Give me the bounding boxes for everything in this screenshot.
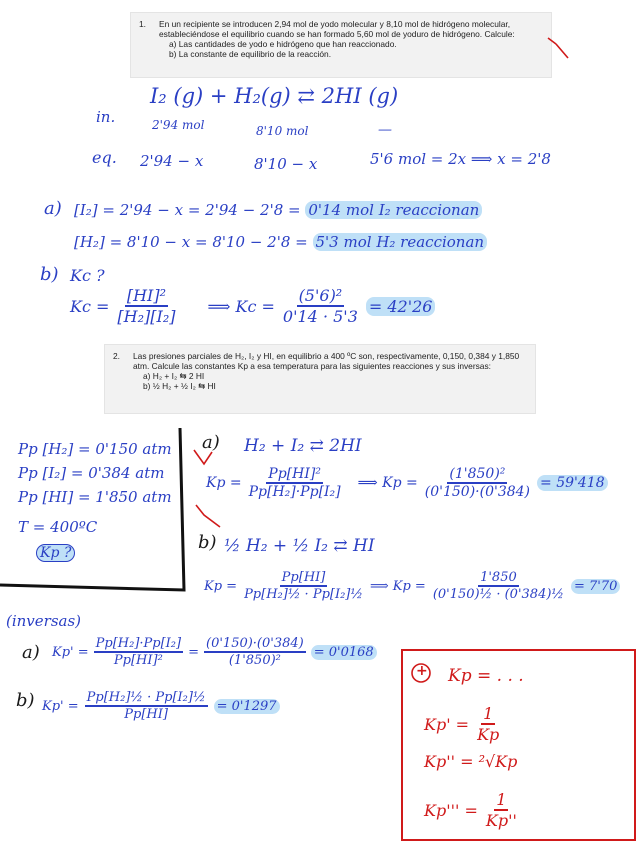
part-a-hydrogen-line [74, 233, 487, 251]
rule-kp-triple-prime-denominator: Kp'' [485, 811, 517, 830]
kp-a-numerator-value: (1'850)² [449, 466, 506, 482]
kp-b-numerator: Pp[HI] [281, 570, 326, 585]
kp-a-formula [206, 466, 608, 500]
row-initial-label: in. [96, 108, 116, 126]
kc-denominator-value: 0'14 · 5'3 [282, 307, 358, 326]
rule-kp-triple-prime-numerator: 1 [496, 790, 507, 809]
kp-b-arrow: ⟹ Kp = [369, 578, 426, 594]
kp-b-lhs: Kp = [204, 578, 238, 594]
inverse-b-fraction [85, 690, 208, 722]
inverse-a-denominator-value: (1'850)² [228, 653, 281, 668]
rule-kp-prime-numerator: 1 [483, 704, 494, 723]
rule-kp-triple-prime-lhs: Kp''' = [424, 800, 478, 820]
rule-kp-prime [424, 704, 501, 744]
problem-2-part-a: a) H₂ + I₂ ⇆ 2 HI [143, 371, 205, 381]
kp-b-denominator-value: (0'150)½ · (0'384)½ [432, 587, 565, 602]
rule-kp-triple-prime [424, 790, 519, 830]
equilibrium-i2: 2'94 − x [140, 152, 204, 170]
problem-2-number: 2. [113, 351, 120, 361]
inverse-a-fraction [94, 636, 183, 668]
kp-a-fraction [247, 466, 343, 500]
kc-numerator: [HI]² [126, 286, 167, 305]
inverse-b-lhs: Kp' = [42, 698, 79, 714]
kp-a-denominator: Pp[H₂]·Pp[I₂] [248, 484, 341, 500]
row-equilibrium-label: eq. [92, 148, 117, 167]
kp-a-numerator: Pp[HI]² [268, 466, 321, 482]
kc-denominator: [H₂][I₂] [117, 307, 176, 326]
rule-kp-prime-fraction [475, 704, 501, 744]
kp-a-fraction-values [423, 466, 532, 500]
kp-b-result: = 7'70 [571, 579, 620, 594]
part-b-label-2: b) [198, 532, 217, 553]
part-a-iodine-calc: [I₂] = 2'94 − x = 2'94 − 2'8 = [74, 201, 301, 219]
part-a-label-1: a) [44, 198, 62, 219]
inverse-b-numerator: Pp[H₂]½ · Pp[I₂]½ [86, 690, 206, 705]
problem-2-text: Las presiones parciales de H₂, I₂ y HI, en equilibrio a 400 ºC son, respectivamente, 0,150, 0,384 y 1,850 atm. Calcule las constantes Kp a esa temperatura para las siguientes reacciones y sus inversas: [133, 351, 520, 371]
problem-1-text: En un recipiente se introducen 2,94 mol de yodo molecular y 8,10 mol de hidrógeno molecular, estableciéndose el equilibrio cuando se han formado 5,60 mol de yoduro de hidrógeno. Calcule: [159, 19, 515, 39]
part-a-hydrogen-calc: [H₂] = 8'10 − x = 8'10 − 2'8 = [74, 233, 308, 251]
kp-b-fraction [242, 570, 365, 602]
kc-fraction [115, 286, 177, 326]
kp-a-result: = 59'418 [537, 475, 608, 491]
red-tick-1 [548, 38, 568, 58]
part-b-label-1: b) [40, 264, 59, 285]
problem-1-part-b: b) La constante de equilibrio de la reacción. [169, 49, 332, 59]
inverse-a-label: a) [22, 642, 40, 663]
inverse-a-fraction-values [204, 636, 306, 668]
part-b-question: Kc ? [70, 266, 105, 285]
kp-a-denominator-value: (0'150)·(0'384) [424, 484, 531, 500]
initial-i2: 2'94 mol [152, 118, 205, 132]
rules-plus-sign: + [416, 663, 428, 679]
problem-1-number: 1. [139, 19, 146, 29]
kc-formula [70, 286, 435, 326]
equilibrium-hi: 5'6 mol = 2x ⟹ x = 2'8 [370, 150, 551, 168]
initial-h2: 8'10 mol [256, 124, 309, 138]
inverse-a-equals: = [188, 644, 199, 660]
inverse-a-lhs: Kp' = [52, 644, 89, 660]
red-tick-3 [196, 505, 220, 527]
inverse-b-label: b) [16, 690, 35, 711]
equilibrium-h2: 8'10 − x [254, 155, 318, 173]
problem-2-part-b: b) ½ H₂ + ½ I₂ ⇆ HI [143, 381, 216, 391]
rule-kp-double-prime: Kp'' = ²√Kp [424, 752, 518, 771]
inverse-b-denominator: Pp[HI] [124, 707, 168, 722]
part-a-hydrogen-result: 5'3 mol H₂ reaccionan [313, 233, 488, 251]
kc-fraction-values [281, 286, 360, 326]
part-a-iodine-line [74, 201, 482, 219]
kc-numerator-value: (5'6)² [298, 286, 343, 305]
data-pp-hi: Pp [HI] = 1'850 atm [18, 488, 172, 506]
kp-a-lhs: Kp = [206, 475, 242, 491]
reaction-a: H₂ + I₂ ⇄ 2HI [244, 436, 362, 456]
inversas-heading: (inversas) [6, 612, 82, 630]
problem-1-part-a: a) Las cantidades de yodo e hidrógeno que han reaccionado. [169, 39, 397, 49]
kp-b-numerator-value: 1'850 [480, 570, 517, 585]
inverse-b-formula [42, 690, 280, 722]
inverse-a-denominator: Pp[HI]² [113, 653, 163, 668]
inverse-b-result: = 0'1297 [214, 699, 280, 714]
inverse-a-numerator-value: (0'150)·(0'384) [206, 636, 304, 651]
initial-hi: — [378, 122, 392, 138]
data-temperature: T = 400ºC [18, 518, 98, 536]
part-a-label-2: a) [202, 432, 220, 453]
rule-kp-prime-denominator: Kp [477, 725, 500, 744]
part-a-iodine-result: 0'14 mol I₂ reaccionan [305, 201, 482, 219]
data-pp-i2: Pp [I₂] = 0'384 atm [18, 464, 165, 482]
data-kp-question: Kp ? [36, 544, 75, 562]
rule-kp: Kp = . . . [448, 666, 524, 686]
kc-lhs: Kc = [70, 296, 110, 316]
kp-b-fraction-values [431, 570, 566, 602]
kp-b-formula [204, 570, 620, 602]
data-pp-h2: Pp [H₂] = 0'150 atm [18, 440, 172, 458]
inverse-a-formula [52, 636, 377, 668]
kp-b-denominator: Pp[H₂]½ · Pp[I₂]½ [244, 587, 363, 602]
inverse-a-result: = 0'0168 [311, 645, 377, 660]
kc-arrow: ⟹ Kc = [207, 296, 275, 316]
reaction-equation-1: I₂ (g) + H₂(g) ⇄ 2HI (g) [150, 84, 399, 108]
reaction-b: ½ H₂ + ½ I₂ ⇄ HI [224, 536, 375, 556]
rule-kp-triple-prime-fraction [484, 790, 519, 830]
inverse-a-numerator: Pp[H₂]·Pp[I₂] [95, 636, 182, 651]
rule-kp-prime-lhs: Kp' = [424, 714, 470, 734]
kp-a-arrow: ⟹ Kp = [357, 475, 418, 491]
kc-result: = 42'26 [366, 297, 436, 316]
